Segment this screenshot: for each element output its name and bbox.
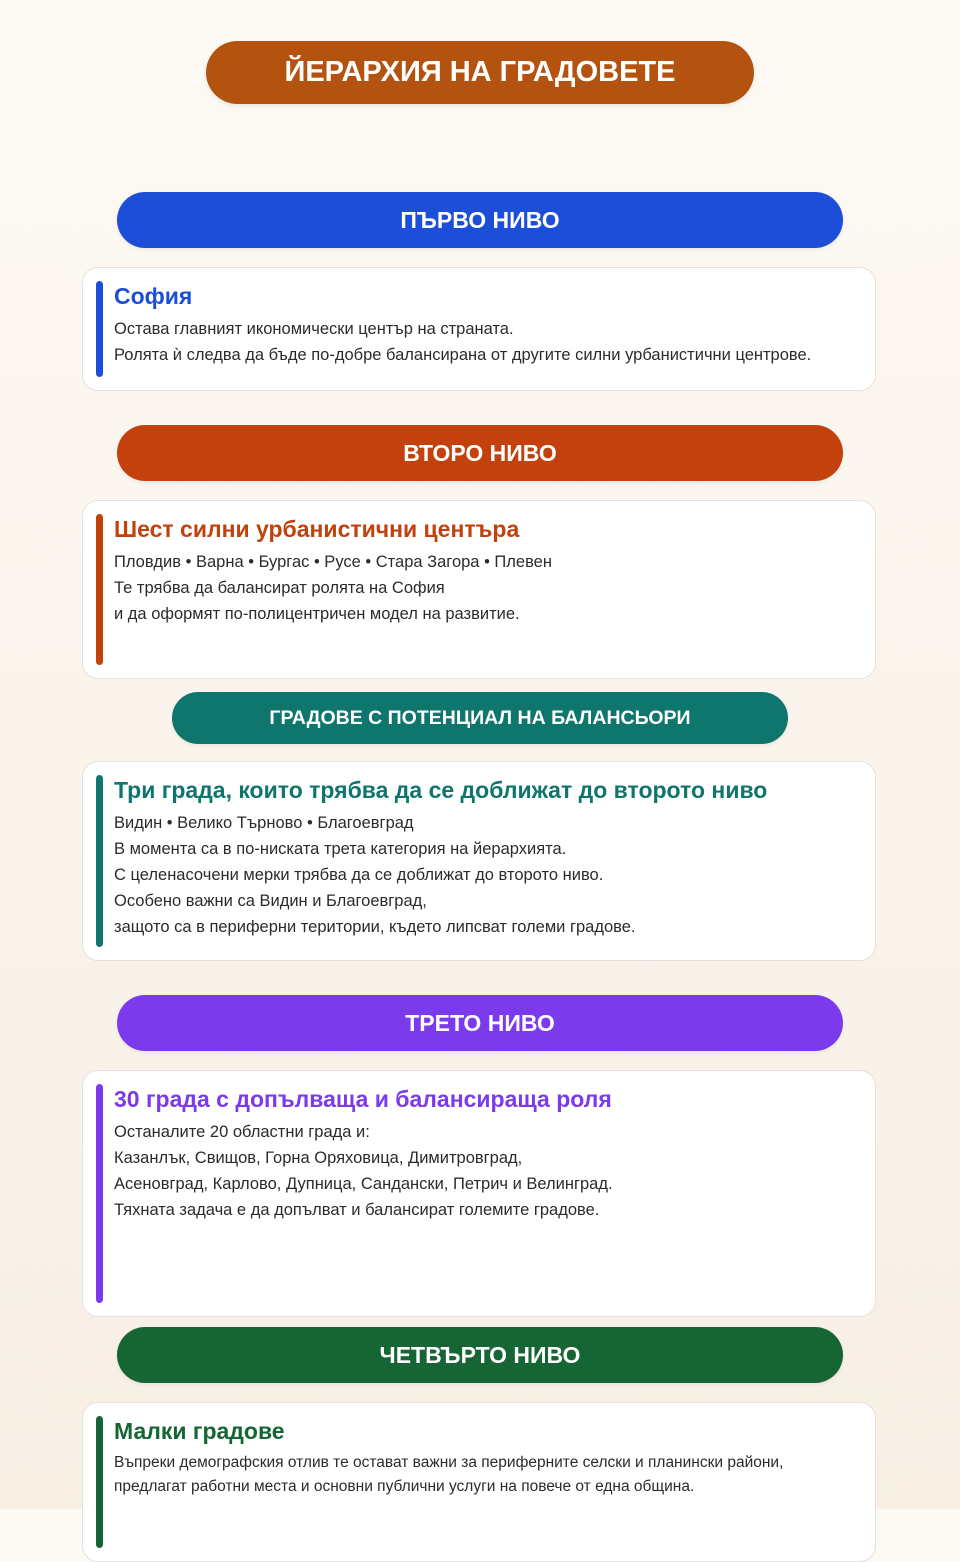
balancers-line: Особено важни са Видин и Благоевград, bbox=[114, 892, 427, 910]
level-2-pill: ВТОРО НИВО bbox=[117, 425, 843, 481]
level-4-card bbox=[82, 1402, 876, 1562]
balancers-line: защото са в периферни територии, където липсват големи градове. bbox=[114, 918, 636, 936]
level-3-accent-bar bbox=[96, 1084, 103, 1303]
balancers-pill: ГРАДОВЕ С ПОТЕНЦИАЛ НА БАЛАНСЬОРИ bbox=[172, 692, 788, 744]
level-1-accent-bar bbox=[96, 281, 103, 377]
level-4-line: предлагат работни места и основни публични услуги на повече от една община. bbox=[114, 1478, 695, 1495]
level-2-accent-bar bbox=[96, 514, 103, 665]
level-3-pill: ТРЕТО НИВО bbox=[117, 995, 843, 1051]
level-3-heading: 30 града с допълваща и балансираща роля bbox=[114, 1086, 612, 1112]
level-1-line: Ролята ѝ следва да бъде по-добре балансирана от другите силни урбанистични центрове. bbox=[114, 346, 812, 364]
level-2-line: Пловдив • Варна • Бургас • Русе • Стара Загора • Плевен bbox=[114, 553, 552, 571]
level-2-card bbox=[82, 500, 876, 679]
level-4-accent-bar bbox=[96, 1416, 103, 1548]
level-3-line: Тяхната задача е да допълват и балансират големите градове. bbox=[114, 1201, 600, 1219]
balancers-line: Видин • Велико Търново • Благоевград bbox=[114, 814, 414, 832]
level-3-line: Казанлък, Свищов, Горна Оряховица, Димитровград, bbox=[114, 1149, 523, 1167]
level-3-line: Останалите 20 областни града и: bbox=[114, 1123, 370, 1141]
level-3-card bbox=[82, 1070, 876, 1317]
level-3-line: Асеновград, Карлово, Дупница, Сандански, Петрич и Велинград. bbox=[114, 1175, 613, 1193]
level-1-card bbox=[82, 267, 876, 391]
level-2-line: Те трябва да балансират ролята на София bbox=[114, 579, 445, 597]
level-1-heading: София bbox=[114, 283, 193, 309]
balancers-heading: Три града, които трябва да се доближат до второто ниво bbox=[114, 777, 768, 803]
level-2-line: и да оформят по-полицентричен модел на развитие. bbox=[114, 605, 520, 623]
balancers-accent-bar bbox=[96, 775, 103, 947]
level-1-line: Остава главният икономически център на страната. bbox=[114, 320, 514, 338]
level-4-heading: Малки градове bbox=[114, 1418, 285, 1444]
balancers-line: С целенасочени мерки трябва да се доближат до второто ниво. bbox=[114, 866, 604, 884]
level-2-heading: Шест силни урбанистични центъра bbox=[114, 516, 520, 542]
balancers-line: В момента са в по-ниската трета категория на йерархията. bbox=[114, 840, 567, 858]
level-4-line: Въпреки демографския отлив те остават важни за периферните селски и планински райони, bbox=[114, 1454, 784, 1471]
balancers-card bbox=[82, 761, 876, 961]
page-title: ЙЕРАРХИЯ НА ГРАДОВЕТЕ bbox=[206, 41, 754, 104]
level-1-pill: ПЪРВО НИВО bbox=[117, 192, 843, 248]
level-4-pill: ЧЕТВЪРТО НИВО bbox=[117, 1327, 843, 1383]
